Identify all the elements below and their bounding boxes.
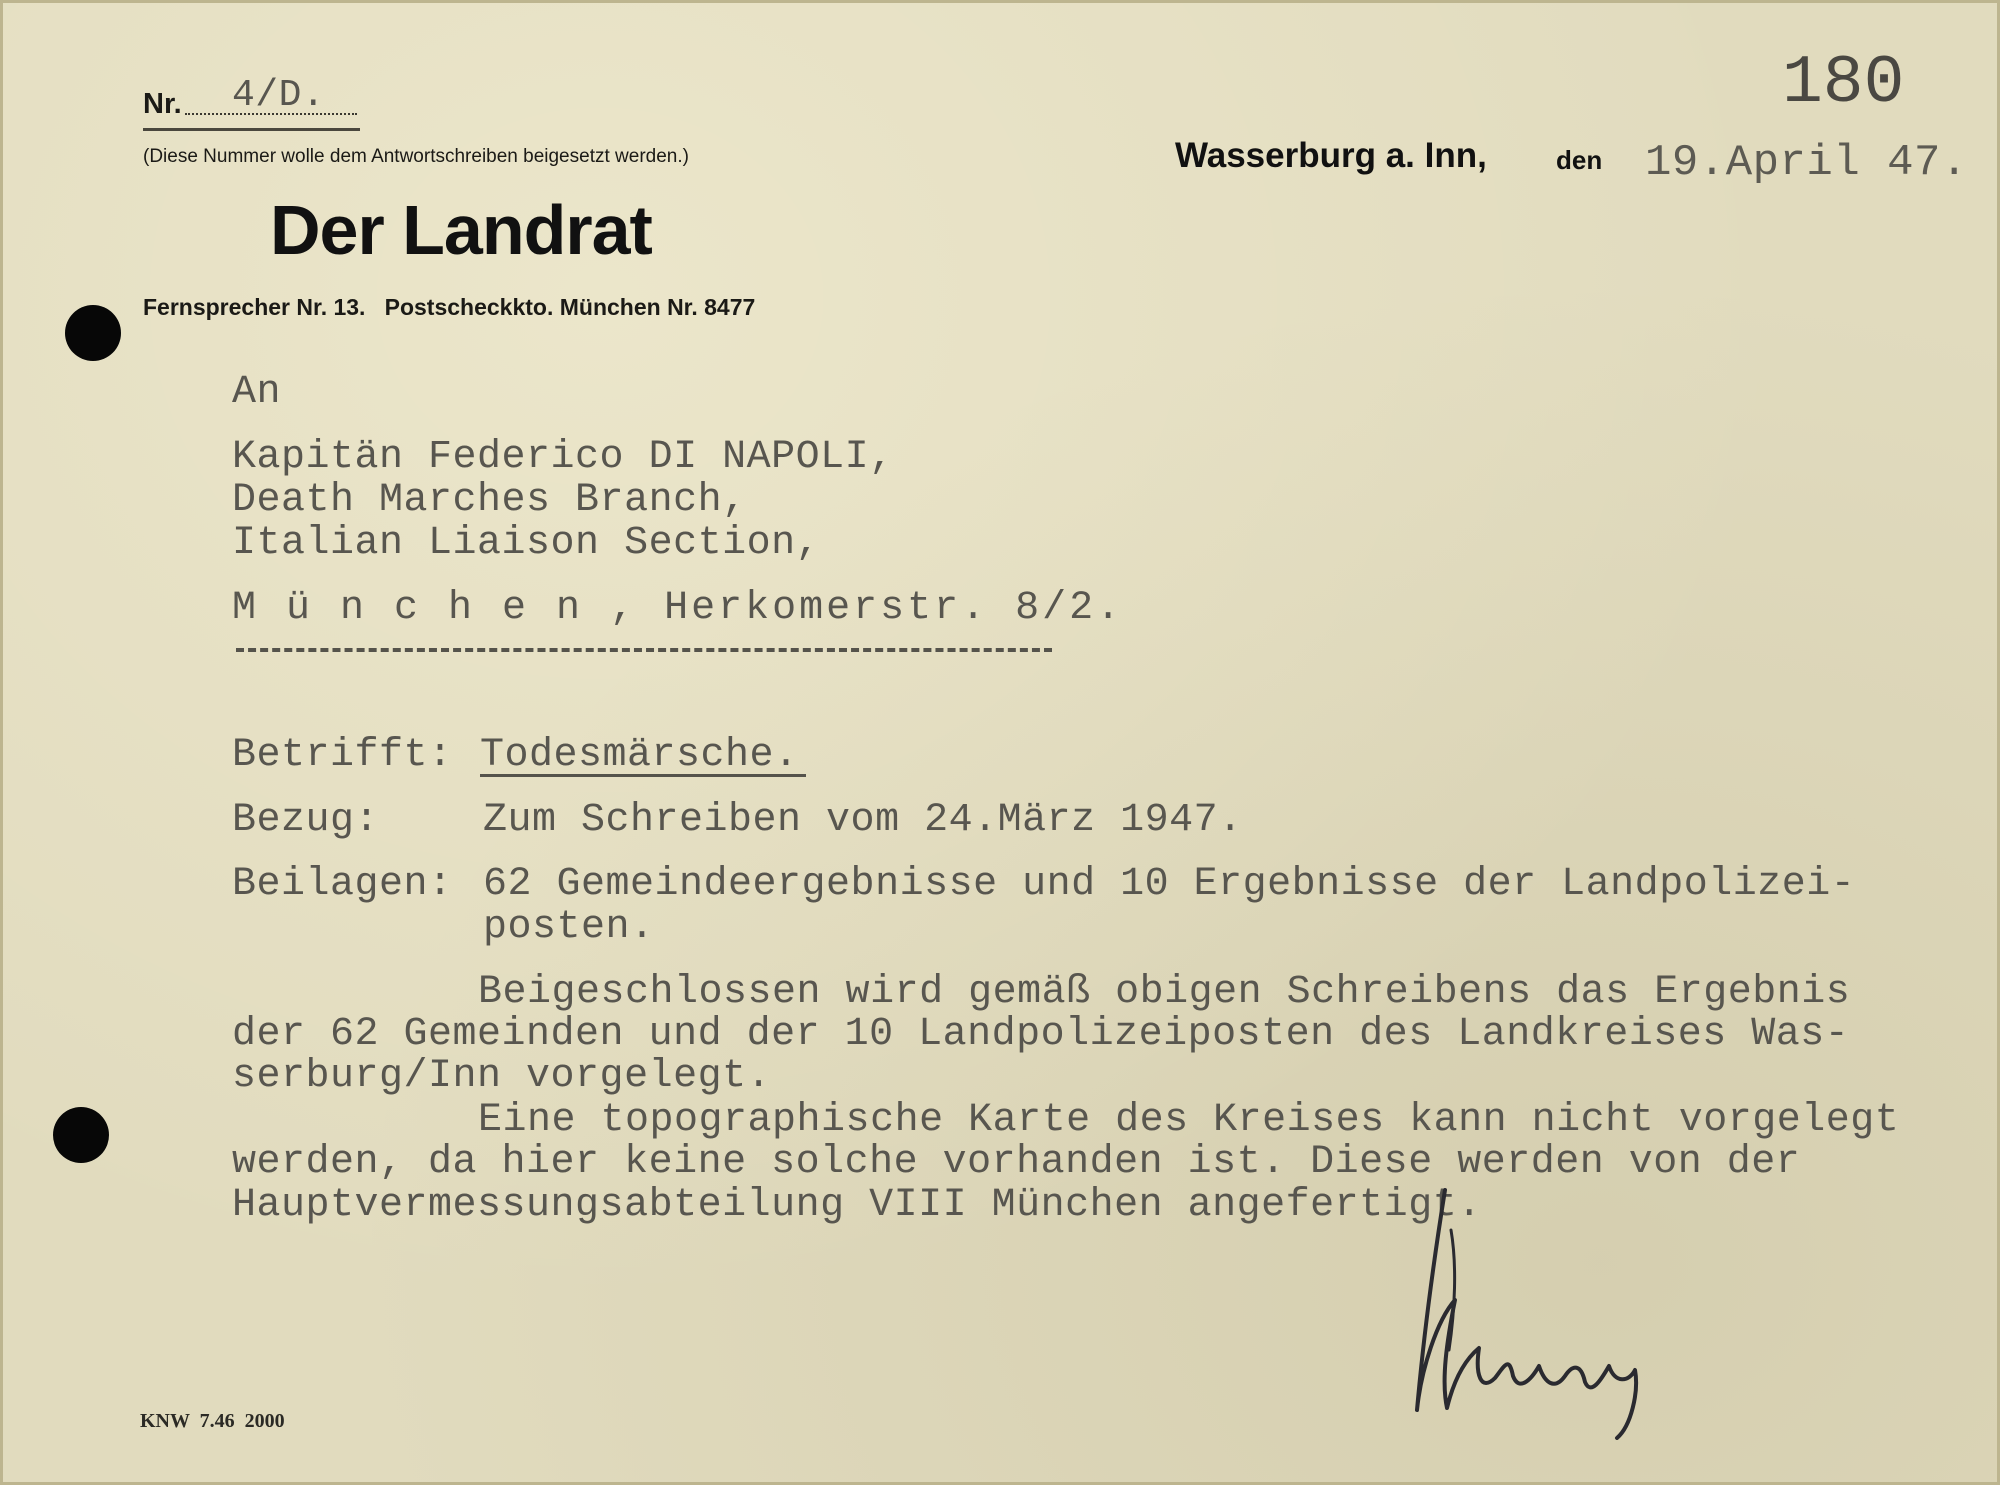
letterhead-contact-line: Fernsprecher Nr. 13. Postscheckkto. München Nr. 8477 [143, 294, 756, 320]
recipient-city-address: M ü n c h e n , Herkomerstr. 8/2. [232, 586, 1124, 631]
handwritten-signature [1395, 1170, 1695, 1440]
body-line: serburg/Inn vorgelegt. [232, 1054, 772, 1099]
subject-value: Todesmärsche. [480, 733, 799, 778]
reference-number-underline [143, 128, 360, 131]
letterhead-title: Der Landrat [270, 191, 652, 269]
reference-number-dotted-line [185, 113, 357, 115]
reference-number-value: 4/D. [232, 74, 326, 117]
body-line: Beigeschlossen wird gemäß obigen Schreibens das Ergebnis [478, 970, 1851, 1015]
letter-date: 19.April 47. [1645, 138, 1968, 188]
reference-value: Zum Schreiben vom 24.März 1947. [483, 798, 1243, 843]
place-of-writing: Wasserburg a. Inn, [1175, 136, 1487, 175]
reference-number-label: Nr. [143, 88, 182, 120]
punch-hole-bottom [53, 1107, 109, 1163]
folio-number: 180 [1782, 45, 1905, 122]
body-line: der 62 Gemeinden und der 10 Landpolizeiposten des Landkreises Was- [232, 1012, 1850, 1057]
body-line: Hauptvermessungsabteilung VIII München angefertigt. [232, 1183, 1482, 1228]
punch-hole-top [65, 305, 121, 361]
enclosures-value-line2: posten. [483, 905, 655, 950]
recipient-name: Kapitän Federico DI NAPOLI, [232, 435, 894, 480]
reference-label: Bezug: [232, 798, 380, 843]
form-code: KNW 7.46 2000 [140, 1410, 285, 1432]
enclosures-value-line1: 62 Gemeindeergebnisse und 10 Ergebnisse der Landpolizei- [483, 862, 1856, 907]
recipient-section: Italian Liaison Section, [232, 521, 821, 566]
reference-number-hint: (Diese Nummer wolle dem Antwortschreiben beigesetzt werden.) [143, 146, 689, 167]
recipient-salutation: An [232, 370, 282, 415]
subject-label: Betrifft: [232, 733, 453, 778]
body-line: werden, da hier keine solche vorhanden ist. Diese werden von der [232, 1140, 1801, 1185]
body-line: Eine topographische Karte des Kreises kann nicht vorgelegt [478, 1098, 1900, 1143]
recipient-branch: Death Marches Branch, [232, 478, 747, 523]
subject-underline [480, 774, 806, 777]
enclosures-label: Beilagen: [232, 862, 453, 907]
date-prefix: den [1556, 145, 1603, 175]
address-dashed-rule [236, 648, 1052, 652]
